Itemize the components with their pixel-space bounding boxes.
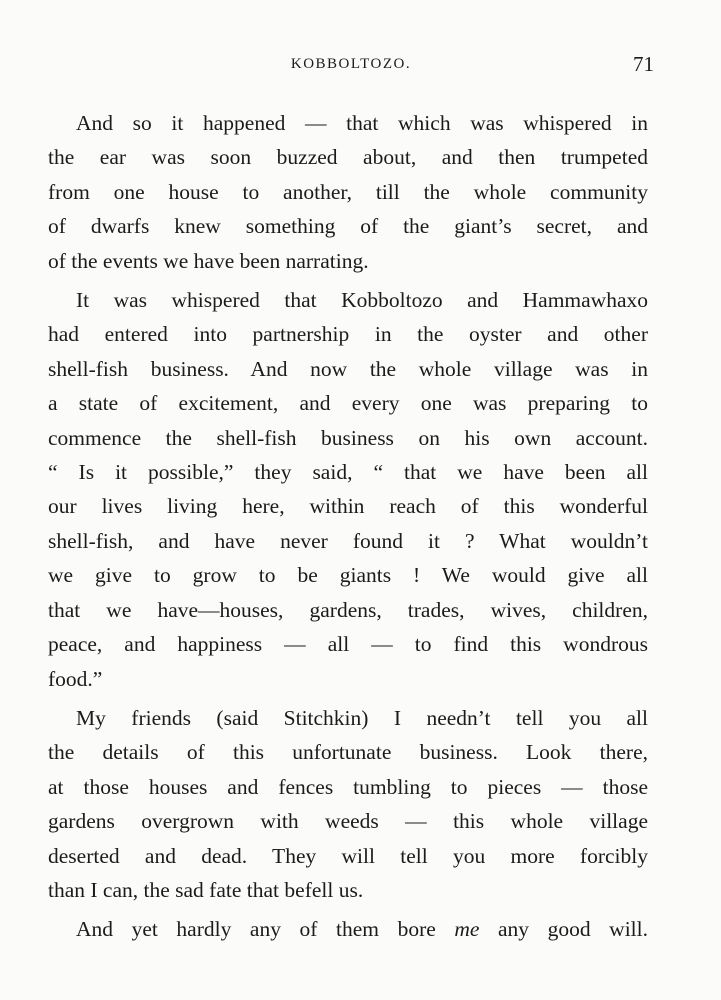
text-line: And so it happened — that which was whispered in [76,111,648,135]
text-line: than I can, the sad fate that befell us. [48,877,364,902]
text-line: that we have—houses, gardens, trades, wives, children, [48,597,648,622]
paragraph-3 [48,701,648,907]
text-line: food.” [48,666,103,691]
running-title: KOBBOLTOZO. [290,56,412,72]
text-line: shell-fish, and have never found it ? What wouldn’t [48,528,648,553]
page-number: 71 [633,52,654,76]
text-line: had entered into partnership in the oyster and other [48,322,648,347]
text-run: And yet hardly any of them bore [76,917,455,942]
text-line: “ Is it possible,” they said, “ that we have been all [48,460,648,485]
text-line: shell-fish business. And now the whole village was in [48,356,648,381]
text-line: gardens overgrown with weeds — this whole village [48,809,648,834]
emphasized-word: me [454,917,480,942]
text-run: any good will. [479,917,648,942]
text-line: commence the shell-fish business on his own account. [48,425,648,450]
paragraph-4 [48,912,648,946]
text-line: the ear was soon buzzed about, and then trumpeted [48,145,648,170]
body-text [48,106,648,947]
paragraph-1 [48,106,648,278]
text-line: My friends (said Stitchkin) I needn’t tell you all [76,705,648,730]
text-line: at those houses and fences tumbling to pieces — those [48,774,648,799]
running-head [48,52,654,76]
text-line: a state of excitement, and every one was preparing to [48,391,648,416]
text-line: from one house to another, till the whole community [48,179,648,204]
text-line: the details of this unfortunate business. Look there, [48,740,648,765]
text-line: of the events we have been narrating. [48,248,369,273]
paragraph-2 [48,283,648,696]
text-line: our lives living here, within reach of this wonderful [48,494,648,519]
text-line [48,912,648,946]
text-line: It was whispered that Kobboltozo and Hammawhaxo [76,288,648,313]
text-line: we give to grow to be giants ! We would give all [48,563,648,588]
text-line: of dwarfs knew something of the giant’s secret, and [48,214,648,239]
text-line: deserted and dead. They will tell you more forcibly [48,843,648,868]
text-line: peace, and happiness — all — to find this wondrous [48,632,648,657]
